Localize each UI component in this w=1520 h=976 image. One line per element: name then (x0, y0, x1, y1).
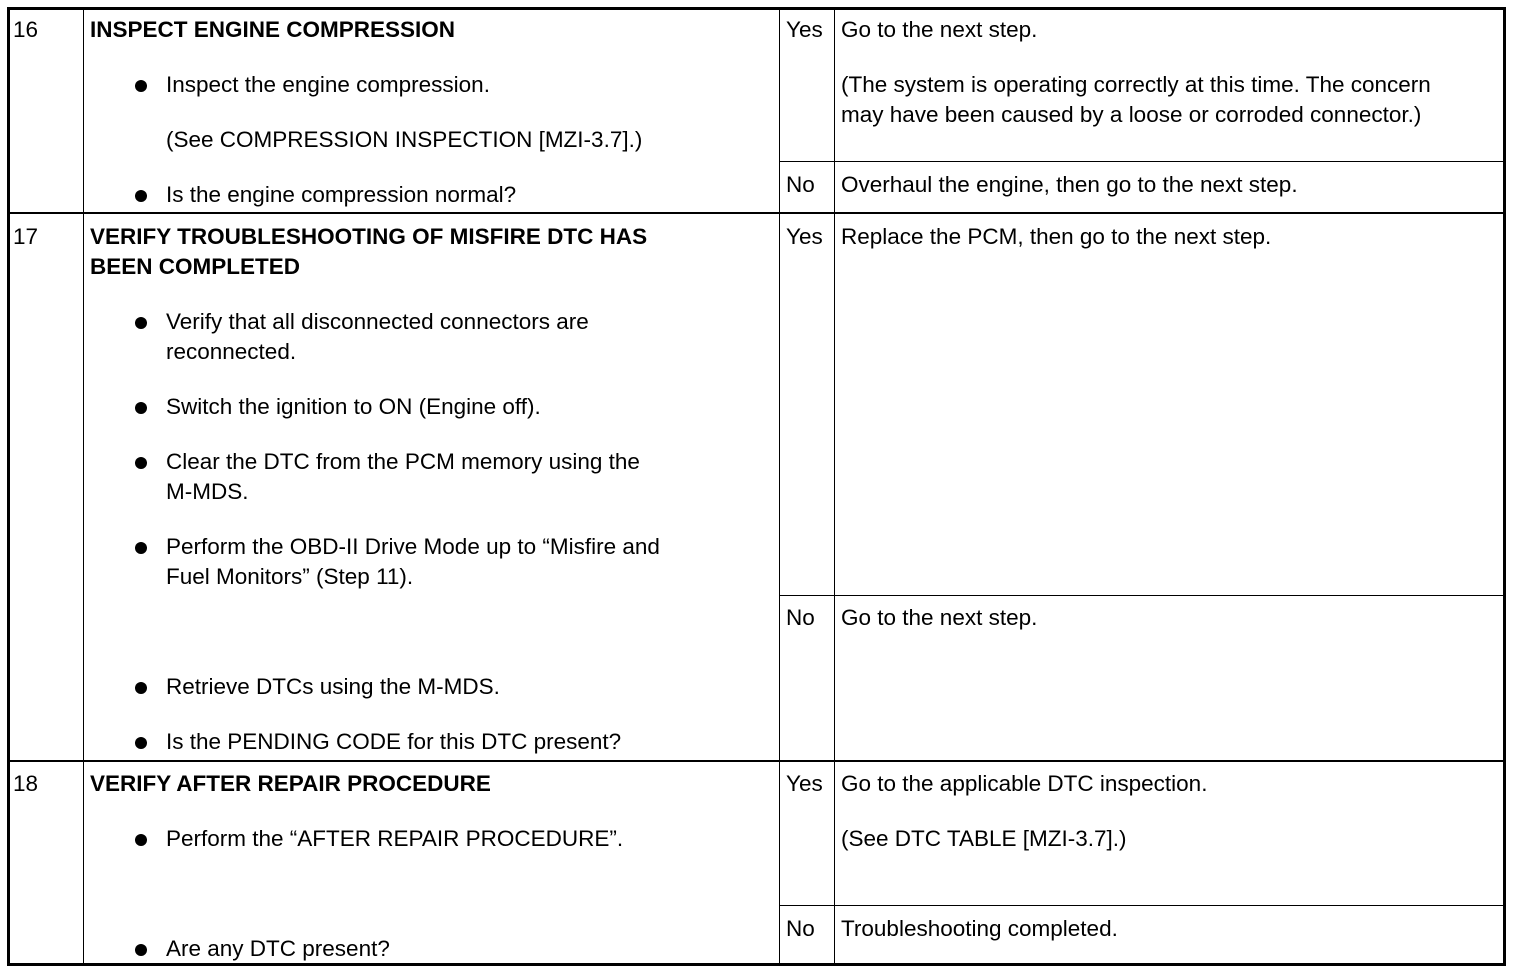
step-item: Switch the ignition to ON (Engine off). (166, 394, 541, 419)
yes-label: Yes (786, 771, 823, 796)
yes-action-note: (See DTC TABLE [MZI-3.7].) (841, 826, 1127, 851)
step-item: Fuel Monitors” (Step 11). (166, 564, 414, 589)
bullet-icon (135, 944, 147, 956)
yes-action-note: may have been caused by a loose or corroded connector.) (841, 102, 1422, 127)
yes-action: Replace the PCM, then go to the next step. (841, 224, 1272, 249)
column-divider (834, 10, 835, 963)
bullet-icon (135, 542, 147, 554)
bullet-icon (135, 457, 147, 469)
step-item: reconnected. (166, 339, 297, 364)
step-item: Perform the OBD-II Drive Mode up to “Misfire and (166, 534, 660, 559)
step-item-note: (See COMPRESSION INSPECTION [MZI-3.7].) (166, 127, 643, 152)
no-label: No (786, 605, 815, 630)
troubleshooting-table (7, 7, 1506, 966)
row-divider (10, 212, 1503, 214)
bullet-icon (135, 190, 147, 202)
step-question: Is the engine compression normal? (166, 182, 517, 207)
step-question: Are any DTC present? (166, 936, 390, 961)
bullet-icon (135, 80, 147, 92)
no-label: No (786, 916, 815, 941)
no-label: No (786, 172, 815, 197)
bullet-icon (135, 402, 147, 414)
step-item: M-MDS. (166, 479, 249, 504)
step-item: Clear the DTC from the PCM memory using the (166, 449, 640, 474)
step-number: 18 (13, 771, 39, 796)
step-item: Inspect the engine compression. (166, 72, 490, 97)
yes-label: Yes (786, 224, 823, 249)
yes-no-divider (779, 905, 1503, 906)
step-title: VERIFY TROUBLESHOOTING OF MISFIRE DTC HAS (90, 224, 648, 249)
step-question: Is the PENDING CODE for this DTC present? (166, 729, 622, 754)
step-title: VERIFY AFTER REPAIR PROCEDURE (90, 771, 491, 796)
bullet-icon (135, 834, 147, 846)
yes-action-note: (The system is operating correctly at this time. The concern (841, 72, 1431, 97)
column-divider (779, 10, 780, 963)
yes-action: Go to the applicable DTC inspection. (841, 771, 1208, 796)
bullet-icon (135, 317, 147, 329)
bullet-icon (135, 737, 147, 749)
yes-no-divider (779, 161, 1503, 162)
step-number: 17 (13, 224, 39, 249)
step-item: Perform the “AFTER REPAIR PROCEDURE”. (166, 826, 624, 851)
no-action: Overhaul the engine, then go to the next step. (841, 172, 1298, 197)
step-title: BEEN COMPLETED (90, 254, 301, 279)
yes-no-divider (779, 595, 1503, 596)
step-item: Retrieve DTCs using the M-MDS. (166, 674, 500, 699)
step-item: Verify that all disconnected connectors are (166, 309, 589, 334)
yes-label: Yes (786, 17, 823, 42)
yes-action: Go to the next step. (841, 17, 1038, 42)
column-divider (83, 10, 84, 963)
row-divider (10, 760, 1503, 762)
step-title: INSPECT ENGINE COMPRESSION (90, 17, 456, 42)
no-action: Go to the next step. (841, 605, 1038, 630)
no-action: Troubleshooting completed. (841, 916, 1118, 941)
bullet-icon (135, 682, 147, 694)
step-number: 16 (13, 17, 39, 42)
